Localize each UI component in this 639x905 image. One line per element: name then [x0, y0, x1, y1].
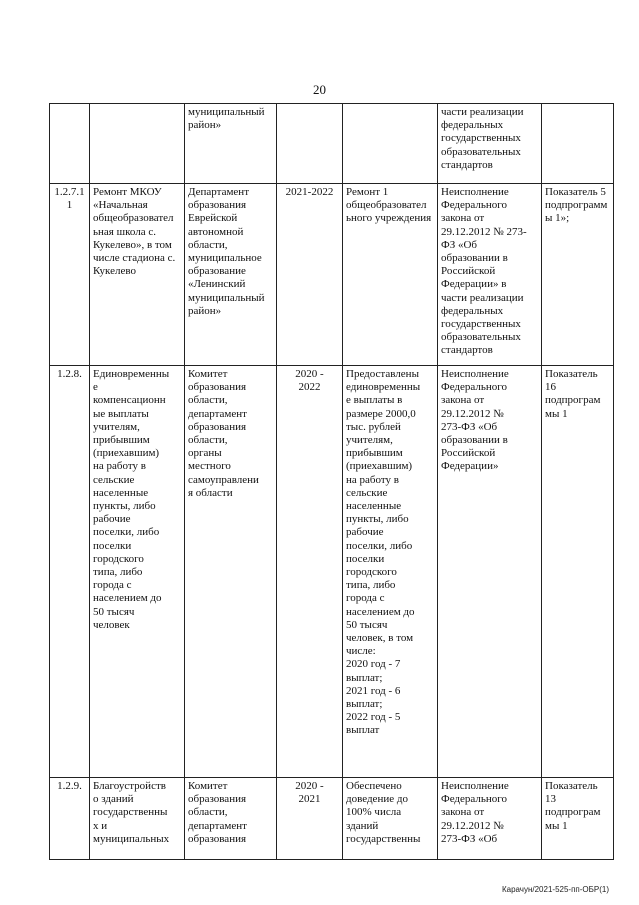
page-number: 20 — [313, 82, 326, 97]
indicator-link-cell — [542, 104, 614, 184]
row-number-cell — [50, 104, 90, 184]
result-cell — [343, 104, 438, 184]
table-row — [50, 366, 614, 778]
row-number-cell: 1.2.7.1 1 — [50, 184, 90, 366]
result-cell: Ремонт 1 общеобразовател ьного учреждения — [343, 184, 438, 366]
table-row — [50, 184, 614, 366]
row-number-cell: 1.2.8. — [50, 366, 90, 778]
consequence-cell: Неисполнение Федерального закона от 29.12.2012 № 273- ФЗ «Об образовании в Российской Федерации» в части реализации федеральных государственных образовательных стандартов — [438, 184, 542, 366]
program-activities-table — [49, 103, 614, 860]
table-row — [50, 104, 614, 184]
indicator-link-cell: Показатель 5 подпрограмм ы 1»; — [542, 184, 614, 366]
consequence-cell: части реализации федеральных государственных образовательных стандартов — [438, 104, 542, 184]
indicator-link-cell: Показатель 16 подпрограм мы 1 — [542, 366, 614, 778]
period-cell: 2020 - 2022 — [277, 366, 343, 778]
row-number-cell: 1.2.9. — [50, 778, 90, 860]
consequence-cell: Неисполнение Федерального закона от 29.12.2012 № 273-ФЗ «Об — [438, 778, 542, 860]
activity-cell: Ремонт МКОУ «Начальная общеобразовател ьная школа с. Кукелево», в том числе стадиона с. Кукелево — [90, 184, 185, 366]
executor-cell: Комитет образования области, департамент образования области, органы местного самоуправлени я области — [185, 366, 277, 778]
period-cell: 2021-2022 — [277, 184, 343, 366]
executor-cell: муниципальный район» — [185, 104, 277, 184]
consequence-cell: Неисполнение Федерального закона от 29.12.2012 № 273-ФЗ «Об образовании в Российской Федерации» — [438, 366, 542, 778]
result-cell: Обеспечено доведение до 100% числа зданий государственны — [343, 778, 438, 860]
result-cell: Предоставлены единовременны е выплаты в размере 2000,0 тыс. рублей учителям, прибывшим (приехавшим) на работу в сельские населенные пункты, либо рабочие поселки, либо поселки городского типа, либо города с населением до 50 тысяч человек, в том числе: 2020 год - 7 выплат; 2021 год - 6 выплат; 2022 год - 5 выплат — [343, 366, 438, 778]
indicator-link-cell: Показатель 13 подпрограм мы 1 — [542, 778, 614, 860]
executor-cell: Департамент образования Еврейской автономной области, муниципальное образование «Ленинский муниципальный район» — [185, 184, 277, 366]
period-cell — [277, 104, 343, 184]
period-cell: 2020 - 2021 — [277, 778, 343, 860]
table-row — [50, 778, 614, 860]
document-code: Карачун/2021-525-пп-ОБР(1) — [501, 885, 609, 894]
executor-cell: Комитет образования области, департамент образования — [185, 778, 277, 860]
activity-cell: Благоустройств о зданий государственны х и муниципальных — [90, 778, 185, 860]
activity-cell — [90, 104, 185, 184]
activity-cell: Единовременны е компенсационн ые выплаты учителям, прибывшим (приехавшим) на работу в сельские населенные пункты, либо рабочие поселки, либо поселки городского типа, либо города с населением до 50 тысяч человек — [90, 366, 185, 778]
